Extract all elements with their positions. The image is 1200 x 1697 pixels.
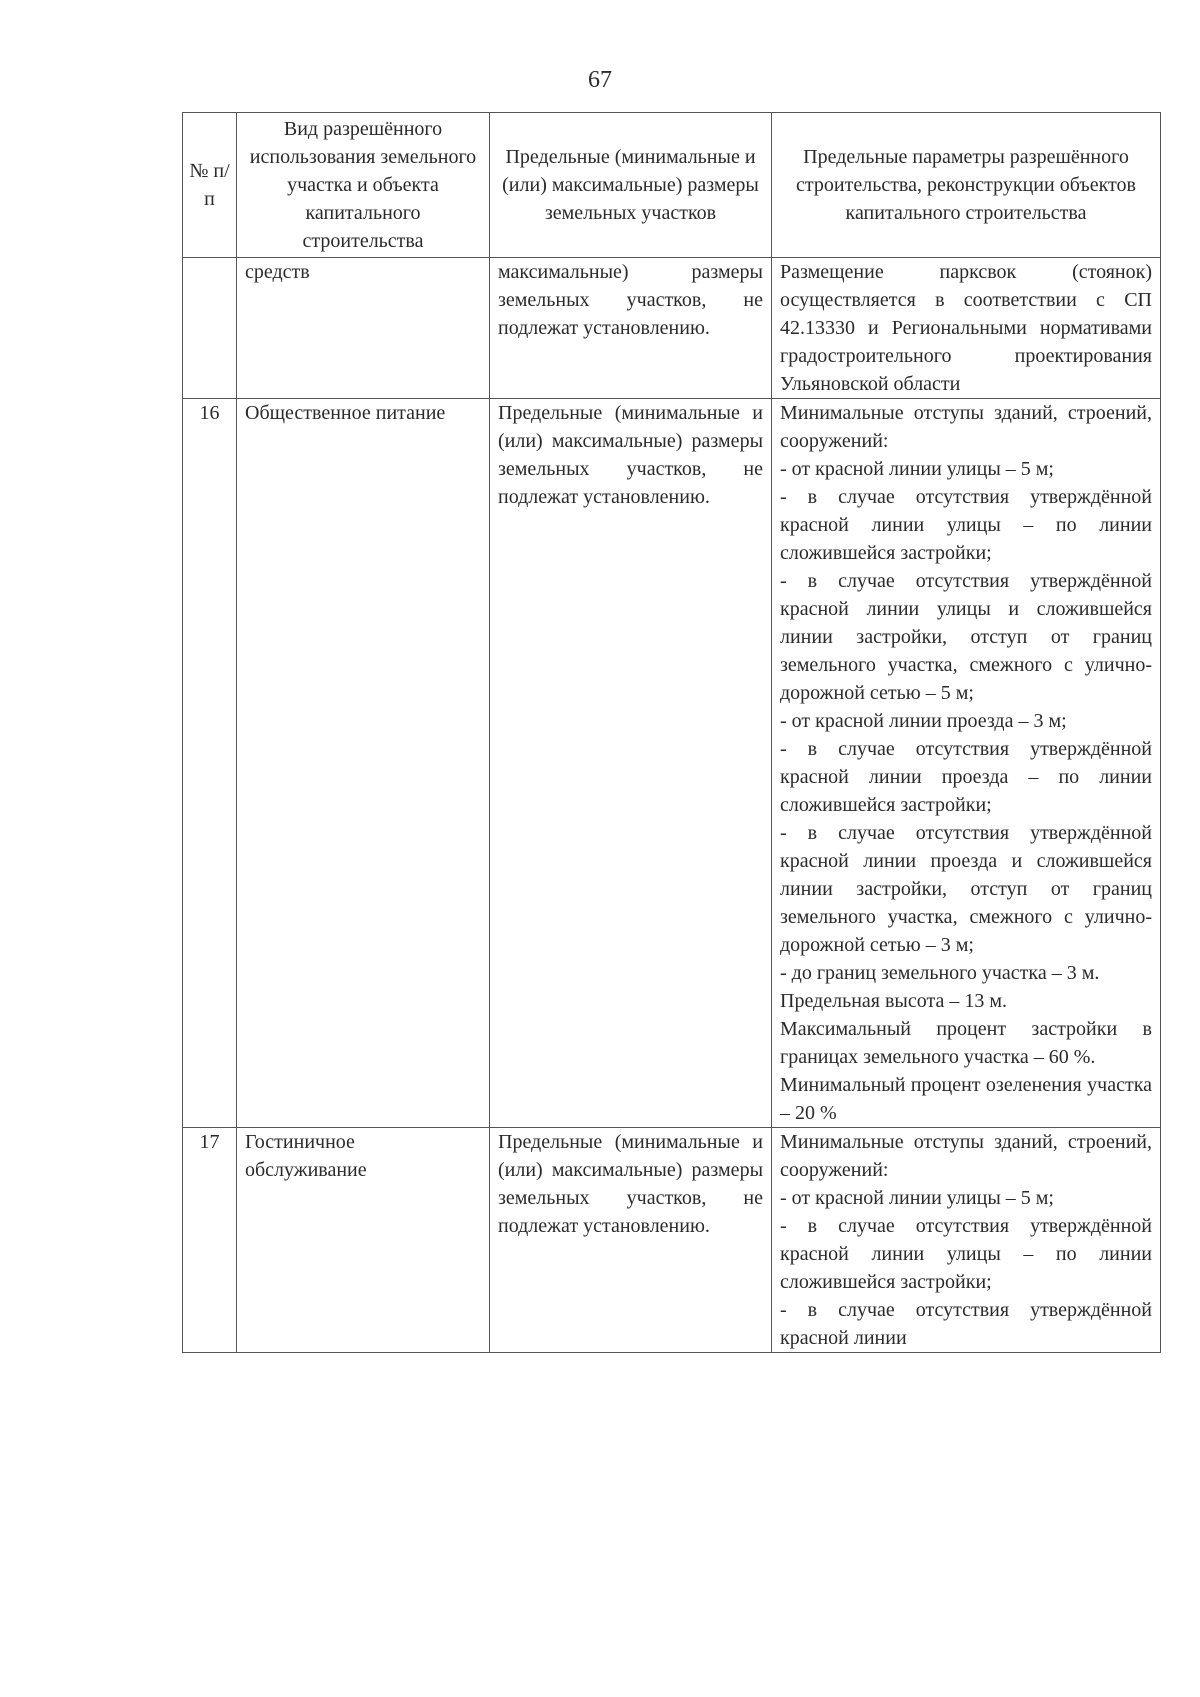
row-construction-params xyxy=(772,258,1161,399)
header-num: № п/п xyxy=(183,113,237,258)
row-num: 16 xyxy=(183,399,237,1128)
params-line: Минимальные отступы зданий, строений, сооружений: xyxy=(780,1131,1152,1181)
params-line: - от красной линии улицы – 5 м; xyxy=(780,458,1054,480)
row-plot-size: максимальные) размеры земельных участков, не подлежат установлению. xyxy=(490,258,772,399)
row-usage-type: Общественное питание xyxy=(237,399,490,1128)
params-line: - от красной линии проезда – 3 м; xyxy=(780,710,1067,732)
row-construction-params xyxy=(772,1128,1161,1353)
header-usage-type: Вид разрешённого использования земельного участка и объекта капитального строительства xyxy=(237,113,490,258)
header-plot-size: Предельные (минимальные и (или) максимальные) размеры земельных участков xyxy=(490,113,772,258)
params-line: Предельная высота – 13 м. xyxy=(780,990,1008,1012)
row-usage-type: средств xyxy=(237,258,490,399)
params-line: - в случае отсутствия утверждённой красной линии улицы – по линии сложившейся застройки; xyxy=(780,1215,1152,1293)
row-num: 17 xyxy=(183,1128,237,1353)
regulations-table xyxy=(182,112,1161,1353)
row-usage-type: Гостиничное обслуживание xyxy=(237,1128,490,1353)
params-line: Максимальный процент застройки в границах земельного участка – 60 %. xyxy=(780,1018,1152,1068)
params-line: Минимальные отступы зданий, строений, сооружений: xyxy=(780,402,1152,452)
params-line: - в случае отсутствия утверждённой красной линии проезда – по линии сложившейся застройки; xyxy=(780,738,1152,816)
table-row xyxy=(183,399,1161,1128)
table-row xyxy=(183,1128,1161,1353)
table-header-row xyxy=(183,113,1161,258)
row-plot-size: Предельные (минимальные и (или) максимальные) размеры земельных участков, не подлежат установлению. xyxy=(490,399,772,1128)
params-line: Размещение парксвок (стоянок) осуществляется в соответствии с СП 42.13330 и Региональными нормативами градостроительного проектирования Ульяновской области xyxy=(780,261,1152,395)
params-line: - в случае отсутствия утверждённой красной линии проезда и сложившейся линии застройки, отступ от границ земельного участка, смежного с улично-дорожной сетью – 3 м; xyxy=(780,822,1152,956)
params-line: Минимальный процент озеленения участка – 20 % xyxy=(780,1074,1152,1124)
params-line: - от красной линии улицы – 5 м; xyxy=(780,1187,1054,1209)
params-line: - до границ земельного участка – 3 м. xyxy=(780,962,1100,984)
table-row xyxy=(183,258,1161,399)
row-plot-size: Предельные (минимальные и (или) максимальные) размеры земельных участков, не подлежат установлению. xyxy=(490,1128,772,1353)
params-line: - в случае отсутствия утверждённой красной линии улицы – по линии сложившейся застройки; xyxy=(780,486,1152,564)
header-construction-params: Предельные параметры разрешённого строительства, реконструкции объектов капитального строительства xyxy=(772,113,1161,258)
params-line: - в случае отсутствия утверждённой красной линии xyxy=(780,1299,1152,1349)
page-number: 67 xyxy=(588,67,612,93)
row-construction-params xyxy=(772,399,1161,1128)
params-line: - в случае отсутствия утверждённой красной линии улицы и сложившейся линии застройки, отступ от границ земельного участка, смежного с улично-дорожной сетью – 5 м; xyxy=(780,570,1152,704)
row-num xyxy=(183,258,237,399)
